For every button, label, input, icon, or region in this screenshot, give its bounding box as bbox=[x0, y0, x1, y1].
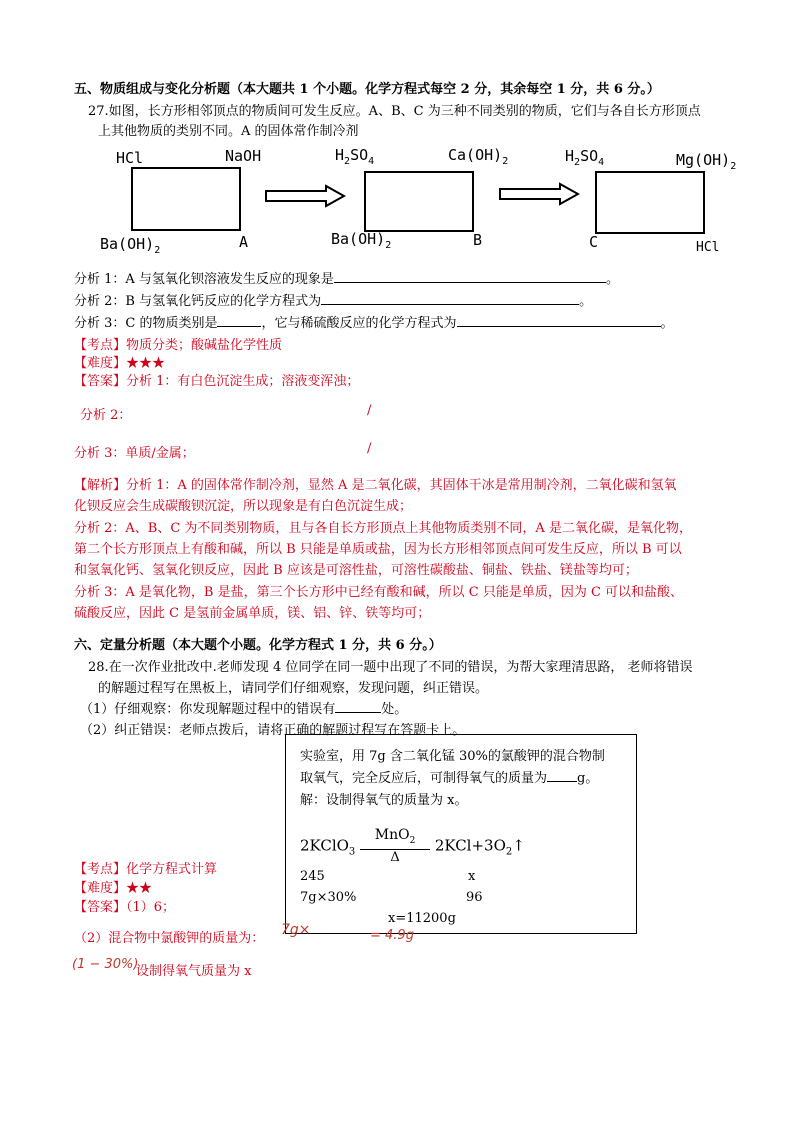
box-blank bbox=[547, 769, 577, 782]
daan-6: 【答案】（1）6； bbox=[74, 900, 176, 915]
analysis-3-prompt: 分析 3：C 的物质类别是 ，它与稀硫酸反应的化学方程式为 。 bbox=[74, 316, 674, 331]
answer-blank-1[interactable] bbox=[334, 270, 606, 283]
nandu-6: 【难度】★★ bbox=[74, 881, 153, 896]
q27-text-line1: 27.如图，长方形相邻顶点的物质间可发生反应。A、B、C 为三种不同类别的物质，它们与各自长方形顶点 bbox=[88, 104, 701, 119]
r1-top-right-label: NaOH bbox=[225, 147, 262, 165]
box-245: 245 bbox=[300, 869, 325, 884]
daan-6-set: 设制得氧气质量为 x bbox=[136, 964, 252, 979]
r1-bottom-right-label: A bbox=[239, 233, 249, 251]
analysis-2-prompt: 分析 2：B 与氢氧化钙反应的化学方程式为 。 bbox=[74, 294, 593, 309]
q28-text-line1: 28.在一次作业批改中.老师发现 4 位同学在同一题中出现了不同的错误，为帮大家理清思路， 老师将错误 bbox=[88, 660, 693, 675]
box-equation: 2KClO$_3$ MnO$_2$ Δ $2KCl+3O_2↑$ bbox=[300, 827, 525, 865]
kaodian-6: 【考点】化学方程式计算 bbox=[74, 862, 218, 877]
daan-5-analysis2-label: 分析 2： bbox=[80, 408, 132, 423]
jiexi-line7: 硫酸反应，因此 C 是氢前金属单质，镁、铝、锌、铁等均可； bbox=[74, 606, 431, 621]
daan-5-analysis3: 分析 3：单质/金属； bbox=[74, 446, 195, 461]
rectangle-3 bbox=[595, 171, 705, 234]
q28-text-line2: 的解题过程写在黑板上，请同学们仔细观察，发现问题，纠正错误。 bbox=[98, 681, 489, 696]
kaodian-5: 【考点】物质分类；酸碱盐化学性质 bbox=[74, 338, 283, 353]
r3-top-left-label: $H_2SO_4$ bbox=[565, 147, 605, 168]
handwritten-fraction: (1 − 30%) bbox=[72, 957, 139, 972]
q27-text-line2: 上其他物质的类别不同。A 的固体常作制冷剂 bbox=[98, 124, 359, 139]
handwritten-result: = 4.9g bbox=[370, 928, 414, 943]
daan-5-analysis3-slash: / bbox=[367, 441, 372, 456]
r2-bottom-right-label: B bbox=[473, 231, 483, 249]
r3-bottom-right-label: HCl bbox=[696, 240, 720, 255]
answer-blank-2[interactable] bbox=[321, 292, 579, 305]
r2-top-left-label: $H_2SO_4$ bbox=[335, 146, 375, 167]
q28-sub2: （2）纠正错误：老师点拨后，请将正确的解题过程写在答题卡上。 bbox=[80, 723, 466, 738]
box-line2: 取氧气，完全反应后，可制得氧气的质量为 g。 bbox=[300, 771, 599, 786]
daan-5-line1: 【答案】分析 1：有白色沉淀生成；溶液变浑浊； bbox=[74, 374, 360, 389]
answer-blank-3b[interactable] bbox=[457, 314, 661, 327]
rectangle-2 bbox=[364, 171, 474, 232]
jiexi-line4: 第二个长方形顶点上有酸和碱，所以 B 只能是单质或盐，因为长方形相邻顶点间可发生反应，所以 B 可以 bbox=[74, 542, 682, 557]
box-x: x bbox=[468, 869, 476, 884]
analysis-1-prompt: 分析 1：A 与氢氧化钡溶液发生反应的现象是 。 bbox=[74, 272, 619, 287]
r1-top-left-label: HCl bbox=[116, 149, 144, 167]
section-5-heading: 五、物质组成与变化分析题（本大题共 1 个小题。化学方程式每空 2 分，其余每空 1 分，共 6 分。） bbox=[74, 82, 660, 97]
r2-bottom-left-label: $Ba(OH)_2$ bbox=[331, 230, 392, 251]
handwritten-mass-expr: 7g× bbox=[281, 922, 311, 938]
jiexi-line1: 【解析】分析 1：A 的固体常作制冷剂，显然 A 是二氧化碳，其固体干冰是常用制冷剂，二氧化碳和氢氧 bbox=[74, 478, 677, 493]
r3-top-right-label: $Mg(OH)_2$ bbox=[676, 151, 737, 172]
box-line3: 解：设制得氧气的质量为 x。 bbox=[300, 793, 468, 808]
q28-sub1: （1）仔细观察：你发现解题过程中的错误有 处。 bbox=[80, 702, 408, 717]
arrow-icon-2 bbox=[498, 182, 580, 206]
box-7g30: 7g×30% bbox=[300, 890, 357, 905]
jiexi-line3: 分析 2：A、B、C 为不同类别物质，且与各自长方形顶点上其他物质类别不同，A 是二氧化碳，是氧化物， bbox=[74, 521, 692, 536]
r3-bottom-left-label: C bbox=[589, 233, 599, 251]
blackboard-solution-box bbox=[285, 734, 637, 934]
r1-bottom-left-label: $Ba(OH)_2$ bbox=[100, 235, 161, 256]
reaction-condition: MnO$_2$ Δ bbox=[360, 827, 430, 866]
nandu-5: 【难度】★★★ bbox=[74, 356, 166, 371]
arrow-icon-1 bbox=[264, 184, 346, 208]
jiexi-line6: 分析 3：A 是氧化物，B 是盐，第三个长方形中已经有酸和碱，所以 C 只能是单质，因为 C 可以和盐酸、 bbox=[74, 585, 684, 600]
r2-top-right-label: $Ca(OH)_2$ bbox=[448, 146, 509, 167]
daan-5-analysis2-slash: / bbox=[367, 403, 372, 418]
jiexi-line2: 化钡反应会生成碳酸钡沉淀，所以现象是有白色沉淀生成； bbox=[74, 499, 413, 514]
answer-blank-q28[interactable] bbox=[335, 700, 381, 713]
box-96: 96 bbox=[466, 890, 483, 905]
section-6-heading: 六、定量分析题（本大题个小题。化学方程式 1 分，共 6 分。） bbox=[74, 638, 442, 653]
jiexi-line5: 和氢氧化钙、氢氧化钡反应，因此 B 应该是可溶性盐，可溶性碳酸盐、铜盐、铁盐、镁盐等均可； bbox=[74, 563, 638, 578]
daan-6-part2: （2）混合物中氯酸钾的质量为： bbox=[74, 931, 265, 946]
box-result: x=11200g bbox=[388, 911, 456, 926]
box-line1: 实验室，用 7g 含二氧化锰 30%的氯酸钾的混合物制 bbox=[300, 749, 605, 764]
answer-blank-3a[interactable] bbox=[217, 314, 261, 327]
rectangle-1 bbox=[131, 167, 241, 231]
